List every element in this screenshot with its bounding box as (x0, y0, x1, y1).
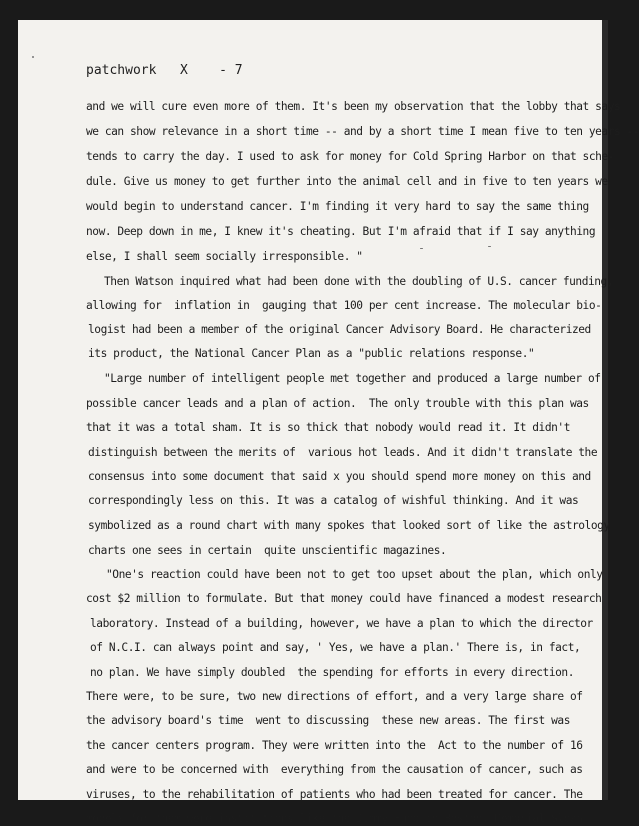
text-line: Then Watson inquired what had been done with the doubling of U.S. cancer funding, (104, 275, 614, 288)
text-line: we can show relevance in a short time -- and by a short time I mean five to ten years -- (86, 125, 639, 138)
text-line: allowing for inflation in gauging that 100 per cent increase. The molecular bio- (86, 299, 602, 312)
text-line: dule. Give us money to get further into the animal cell and in five to ten years we (86, 175, 608, 188)
text-line-cut-off: models for them were institutions like the Jimmy Fund in Boston, Memorial Sloan (86, 812, 583, 825)
text-line: symbolized as a round chart with many spokes that looked sort of like the astrology (88, 519, 610, 532)
document-page (18, 20, 639, 825)
text-line: the advisory board's time went to discussing these new areas. The first was (86, 714, 570, 727)
text-line: tends to carry the day. I used to ask for money for Cold Spring Harbor on that sche- (86, 150, 614, 163)
text-line: of N.C.I. can always point and say, ' Yes, we have a plan.' There is, in fact, (90, 641, 581, 654)
paper-speck (32, 56, 34, 58)
text-line: its product, the National Cancer Plan as a "public relations response." (88, 347, 535, 360)
text-line: There were, to be sure, two new directions of effort, and a very large share of (86, 690, 583, 703)
page-header (86, 63, 243, 78)
text-line: distinguish between the merits of various hot leads. And it didn't translate the (88, 446, 598, 459)
header-page-number: - 7 (219, 63, 243, 78)
text-line: and we will cure even more of them. It's been my observation that the lobby that says (86, 100, 621, 113)
text-line: "One's reaction could have been not to get too upset about the plan, which only (106, 568, 603, 581)
paper-speck (488, 246, 491, 247)
text-line: consensus into some document that said x you should spend more money on this and (88, 470, 591, 483)
header-section: X (179, 63, 188, 78)
text-line: cost $2 million to formulate. But that money could have financed a modest research (86, 592, 602, 605)
text-line: logist had been a member of the original Cancer Advisory Board. He characterized (88, 323, 591, 336)
text-line: charts one sees in certain quite unscientific magazines. (88, 544, 447, 557)
paper-speck (420, 248, 423, 249)
text-line: no plan. We have simply doubled the spending for efforts in every direction. (90, 666, 574, 679)
text-line: the cancer centers program. They were written into the Act to the number of 16 (86, 739, 583, 752)
text-line: else, I shall seem socially irresponsible. " (86, 250, 363, 263)
text-line: laboratory. Instead of a building, however, we have a plan to which the director (90, 617, 593, 630)
text-line: and were to be concerned with everything from the causation of cancer, such as (86, 763, 583, 776)
header-title: patchwork (86, 63, 157, 78)
text-line: correspondingly less on this. It was a catalog of wishful thinking. And it was (88, 494, 579, 507)
text-line: "Large number of intelligent people met together and produced a large number of (104, 372, 601, 385)
text-line: possible cancer leads and a plan of action. The only trouble with this plan was (86, 397, 589, 410)
text-line: viruses, to the rehabilitation of patients who had been treated for cancer. The (86, 788, 583, 801)
text-line: that it was a total sham. It is so thick that nobody would read it. It didn't (86, 421, 570, 434)
text-line: would begin to understand cancer. I'm finding it very hard to say the same thing (86, 200, 589, 213)
text-line: now. Deep down in me, I knew it's cheating. But I'm afraid that if I say anything (86, 225, 596, 238)
